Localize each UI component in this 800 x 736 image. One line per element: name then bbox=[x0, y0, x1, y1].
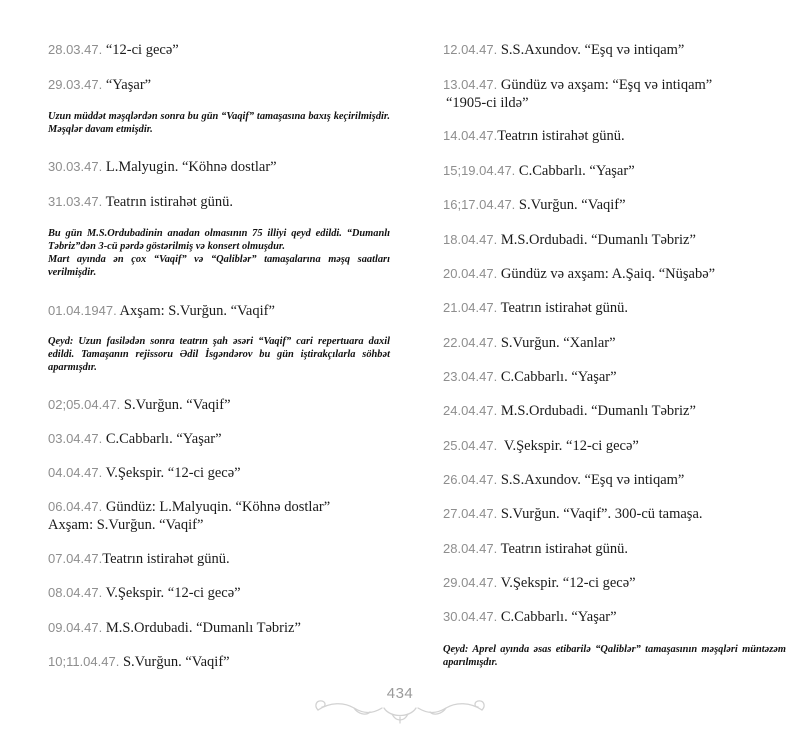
schedule-entry bbox=[48, 430, 222, 448]
entry-text: V.Şekspir. “12-ci gecə” bbox=[105, 465, 241, 481]
entry-text: C.Cabbarlı. “Yaşar” bbox=[518, 163, 635, 179]
entry-date: 27.04.47. bbox=[443, 506, 498, 521]
entry-date: 28.03.47. bbox=[48, 42, 103, 57]
entry-date: 14.04.47. bbox=[443, 128, 498, 143]
entry-date: 22.04.47. bbox=[443, 335, 498, 350]
entry-text: S.S.Axundov. “Eşq və intiqam” bbox=[500, 472, 685, 488]
entry-date: 29.04.47. bbox=[443, 575, 498, 590]
entry-text: “Yaşar” bbox=[105, 77, 152, 93]
schedule-entry bbox=[443, 162, 635, 180]
entry-text: Axşam: S.Vurğun. “Vaqif” bbox=[119, 303, 275, 319]
schedule-entry bbox=[443, 76, 712, 112]
schedule-entry bbox=[48, 653, 230, 671]
entry-date: 12.04.47. bbox=[443, 42, 498, 57]
schedule-entry bbox=[48, 158, 277, 176]
schedule-entry bbox=[48, 464, 241, 482]
entry-text: Gündüz və axşam: A.Şaiq. “Nüşabə” bbox=[500, 266, 716, 282]
entry-date: 18.04.47. bbox=[443, 232, 498, 247]
note-paragraph bbox=[48, 335, 390, 374]
entry-text-second-line: “1905-ci ildə” bbox=[446, 95, 529, 111]
entry-date: 07.04.47. bbox=[48, 551, 103, 566]
note-text: Uzun müddət məşqlərdən sonra bu gün “Vaqif” tamaşasına baxış keçirilmişdir. Məşqlər davam etmişdir. bbox=[48, 111, 390, 135]
entry-date: 04.04.47. bbox=[48, 465, 103, 480]
schedule-entry bbox=[443, 196, 626, 214]
page-number: 434 bbox=[386, 685, 414, 702]
note-text: Bu gün M.S.Ordubadinin anadan olmasının 75 illiyi qeyd edildi. “Dumanlı Təbriz”dən 3-cü pərdə göstərilmiş və konsert olmuşdur. bbox=[48, 228, 390, 252]
entry-date: 13.04.47. bbox=[443, 77, 498, 92]
entry-date: 15;19.04.47. bbox=[443, 163, 516, 178]
page-footer bbox=[310, 684, 490, 724]
entry-text: Gündüz: L.Malyuqin. “Köhnə dostlar” bbox=[105, 499, 331, 515]
entry-date: 03.04.47. bbox=[48, 431, 103, 446]
entry-date: 28.04.47. bbox=[443, 541, 498, 556]
entry-date: 09.04.47. bbox=[48, 620, 103, 635]
entry-text: C.Cabbarlı. “Yaşar” bbox=[105, 431, 222, 447]
note-text: Qeyd: Aprel ayında əsas etibarilə “Qaliblər” tamaşasının məşqləri müntəzəm aparılmışdır. bbox=[443, 644, 786, 668]
entry-date: 10;11.04.47. bbox=[48, 654, 120, 669]
schedule-entry bbox=[443, 505, 703, 523]
entry-text: V.Şekspir. “12-ci gecə” bbox=[105, 585, 241, 601]
schedule-entry bbox=[48, 76, 151, 94]
entry-text: L.Malyugin. “Köhnə dostlar” bbox=[105, 159, 277, 175]
note-text: Mart ayında ən çox “Vaqif” və “Qaliblər” tamaşalarına məşq saatları verilmişdir. bbox=[48, 254, 390, 278]
entry-date: 20.04.47. bbox=[443, 266, 498, 281]
schedule-entry bbox=[48, 584, 241, 602]
schedule-entry bbox=[443, 402, 696, 420]
entry-date: 26.04.47. bbox=[443, 472, 498, 487]
schedule-entry bbox=[443, 127, 625, 145]
schedule-entry bbox=[443, 368, 617, 386]
note-paragraph bbox=[443, 643, 786, 669]
entry-text: Teatrın istirahət günü. bbox=[102, 551, 230, 567]
entry-date: 23.04.47. bbox=[443, 369, 498, 384]
entry-date: 29.03.47. bbox=[48, 77, 103, 92]
entry-text: C.Cabbarlı. “Yaşar” bbox=[500, 609, 617, 625]
schedule-entry bbox=[443, 265, 715, 283]
schedule-entry bbox=[443, 437, 639, 455]
entry-date: 31.03.47. bbox=[48, 194, 103, 209]
schedule-entry bbox=[443, 608, 617, 626]
schedule-entry bbox=[48, 550, 230, 568]
entry-text: “12-ci gecə” bbox=[105, 42, 179, 58]
entry-date: 08.04.47. bbox=[48, 585, 103, 600]
entry-date: 21.04.47. bbox=[443, 300, 498, 315]
entry-text: S.Vurğun. “Vaqif”. 300-cü tamaşa. bbox=[500, 506, 703, 522]
entry-date: 24.04.47. bbox=[443, 403, 498, 418]
schedule-entry bbox=[443, 574, 636, 592]
entry-text: Teatrın istirahət günü. bbox=[500, 300, 629, 316]
entry-text: C.Cabbarlı. “Yaşar” bbox=[500, 369, 617, 385]
schedule-entry bbox=[443, 299, 628, 317]
schedule-entry bbox=[443, 41, 684, 59]
entry-text: S.Vurğun. “Vaqif” bbox=[122, 654, 230, 670]
schedule-entry bbox=[443, 540, 628, 558]
entry-date: 25.04.47. bbox=[443, 438, 498, 453]
entry-text-second-line: Axşam: S.Vurğun. “Vaqif” bbox=[48, 517, 204, 533]
schedule-entry bbox=[443, 334, 616, 352]
note-paragraph bbox=[48, 110, 390, 136]
schedule-entry bbox=[443, 231, 696, 249]
schedule-entry bbox=[48, 193, 233, 211]
entry-date: 30.03.47. bbox=[48, 159, 103, 174]
entry-text: M.S.Ordubadi. “Dumanlı Təbriz” bbox=[105, 620, 301, 636]
note-text: Qeyd: Uzun fasilədən sonra teatrın şah əsəri “Vaqif” cari repertuara daxil edildi. Tamaşanın rejissoru Ədil İsgəndərov bu gün iştirakçılarla söhbət aparmışdır. bbox=[48, 336, 390, 373]
schedule-entry bbox=[48, 619, 301, 637]
entry-date: 16;17.04.47. bbox=[443, 197, 516, 212]
entry-text: M.S.Ordubadi. “Dumanlı Təbriz” bbox=[500, 403, 696, 419]
entry-date: 01.04.1947. bbox=[48, 303, 117, 318]
note-paragraph bbox=[48, 227, 390, 279]
entry-text: Teatrın istirahət günü. bbox=[497, 128, 625, 144]
entry-text: S.Vurğun. “Vaqif” bbox=[518, 197, 626, 213]
entry-text: Teatrın istirahət günü. bbox=[500, 541, 629, 557]
entry-date: 02;05.04.47. bbox=[48, 397, 121, 412]
entry-text: M.S.Ordubadi. “Dumanlı Təbriz” bbox=[500, 232, 696, 248]
entry-text: S.Vurğun. “Vaqif” bbox=[123, 397, 231, 413]
entry-text: Teatrın istirahət günü. bbox=[105, 194, 234, 210]
entry-text: V.Şekspir. “12-ci gecə” bbox=[500, 575, 636, 591]
entry-text: V.Şekspir. “12-ci gecə” bbox=[503, 438, 639, 454]
schedule-entry bbox=[443, 471, 684, 489]
entry-text: S.Vurğun. “Xanlar” bbox=[500, 335, 616, 351]
entry-text: Gündüz və axşam: “Eşq və intiqam” bbox=[500, 77, 713, 93]
schedule-entry bbox=[48, 302, 275, 320]
entry-date: 06.04.47. bbox=[48, 499, 103, 514]
entry-text: S.S.Axundov. “Eşq və intiqam” bbox=[500, 42, 685, 58]
schedule-entry bbox=[48, 396, 231, 414]
schedule-entry bbox=[48, 498, 330, 534]
schedule-entry bbox=[48, 41, 179, 59]
entry-date: 30.04.47. bbox=[443, 609, 498, 624]
